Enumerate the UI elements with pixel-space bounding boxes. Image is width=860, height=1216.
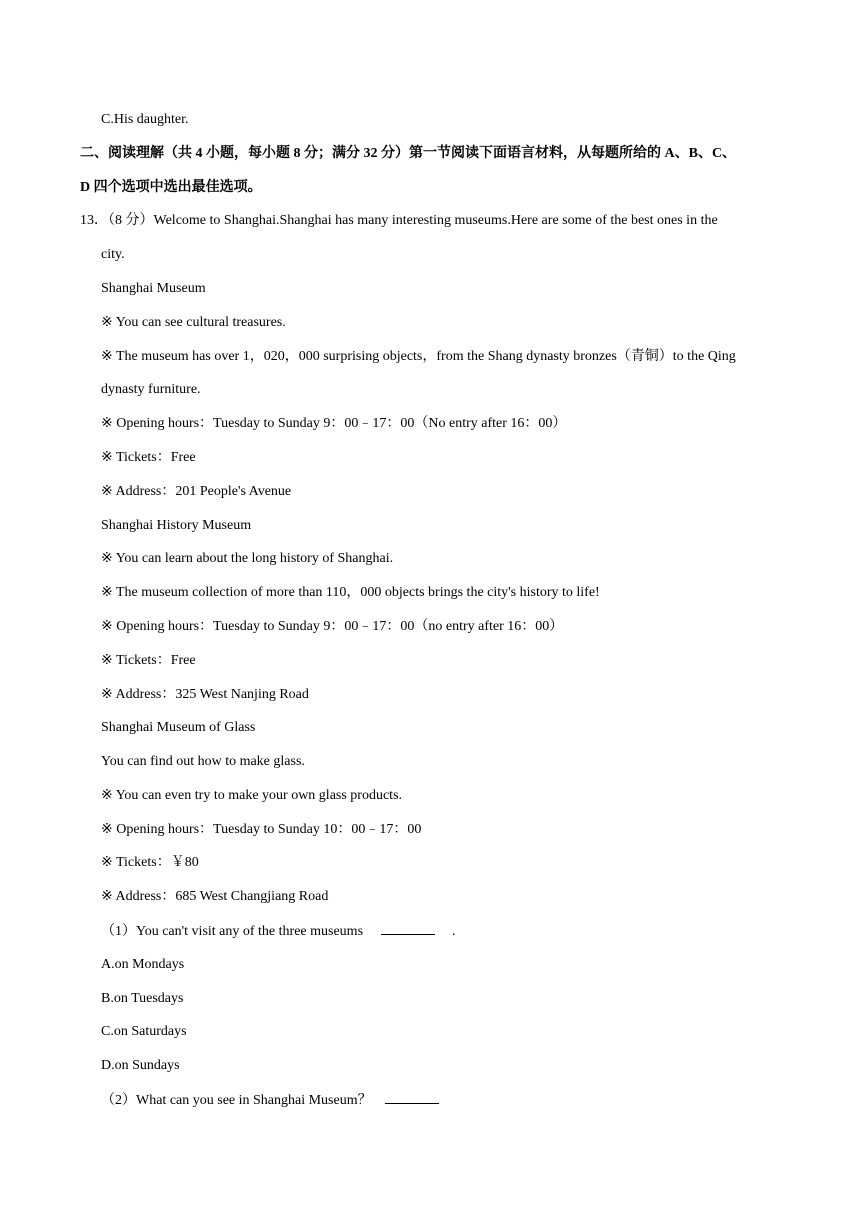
museum-2-bullet-2: ※ The museum collection of more than 110，000 objects brings the city's history to life!	[101, 585, 600, 600]
sub-question-1-text: （1）You can't visit any of the three museums	[101, 924, 364, 939]
sub-question-2	[101, 1091, 439, 1110]
sub-question-1	[101, 922, 456, 941]
section-heading-line1: 二、阅读理解（共 4 小题，每小题 8 分；满分 32 分）第一节阅读下面语言材料，从每题所给的 A、B、C、	[80, 146, 737, 161]
museum-2-bullet-4: ※ Tickets：Free	[101, 653, 196, 668]
section-heading-line2: D 四个选项中选出最佳选项。	[80, 180, 262, 195]
museum-1-bullet-5: ※ Address：201 People's Avenue	[101, 484, 292, 499]
museum-3-bullet-3: ※ Opening hours：Tuesday to Sunday 10：00﹣17：00	[101, 822, 422, 837]
option-c: C.on Saturdays	[101, 1024, 187, 1039]
museum-1-bullet-4: ※ Tickets：Free	[101, 450, 196, 465]
sub-question-2-text: （2）What can you see in Shanghai Museum？	[101, 1093, 372, 1108]
museum-1-bullet-2-line1: ※ The museum has over 1，020，000 surprising objects，from the Shang dynasty bronzes（青铜）to the Qing	[101, 349, 736, 364]
option-c-previous: C.His daughter.	[101, 112, 189, 127]
museum-1-bullet-1: ※ You can see cultural treasures.	[101, 315, 286, 330]
museum-3-bullet-5: ※ Address：685 West Changjiang Road	[101, 889, 329, 904]
option-b: B.on Tuesdays	[101, 991, 184, 1006]
museum-2-bullet-3: ※ Opening hours：Tuesday to Sunday 9：00﹣17：00（no entry after 16：00）	[101, 619, 564, 634]
museum-1-bullet-3: ※ Opening hours：Tuesday to Sunday 9：00﹣17：00（No entry after 16：00）	[101, 416, 567, 431]
sub-question-1-end: .	[452, 924, 456, 939]
museum-1-name: Shanghai Museum	[101, 281, 206, 296]
museum-3-name: Shanghai Museum of Glass	[101, 720, 256, 735]
answer-blank	[385, 1091, 439, 1104]
museum-2-bullet-1: ※ You can learn about the long history of Shanghai.	[101, 551, 394, 566]
answer-blank	[381, 922, 435, 935]
question-13-intro-line1: 13．（8 分）Welcome to Shanghai.Shanghai has many interesting museums.Here are some of the best ones in the	[80, 213, 718, 228]
museum-1-bullet-2-line2: dynasty furniture.	[101, 382, 201, 397]
museum-3-bullet-1: You can find out how to make glass.	[101, 754, 305, 769]
museum-2-bullet-5: ※ Address：325 West Nanjing Road	[101, 687, 309, 702]
museum-3-bullet-2: ※ You can even try to make your own glass products.	[101, 788, 403, 803]
option-a: A.on Mondays	[101, 957, 185, 972]
museum-3-bullet-4: ※ Tickets：￥80	[101, 855, 199, 870]
option-d: D.on Sundays	[101, 1058, 180, 1073]
museum-2-name: Shanghai History Museum	[101, 518, 252, 533]
question-13-intro-line2: city.	[101, 247, 125, 262]
